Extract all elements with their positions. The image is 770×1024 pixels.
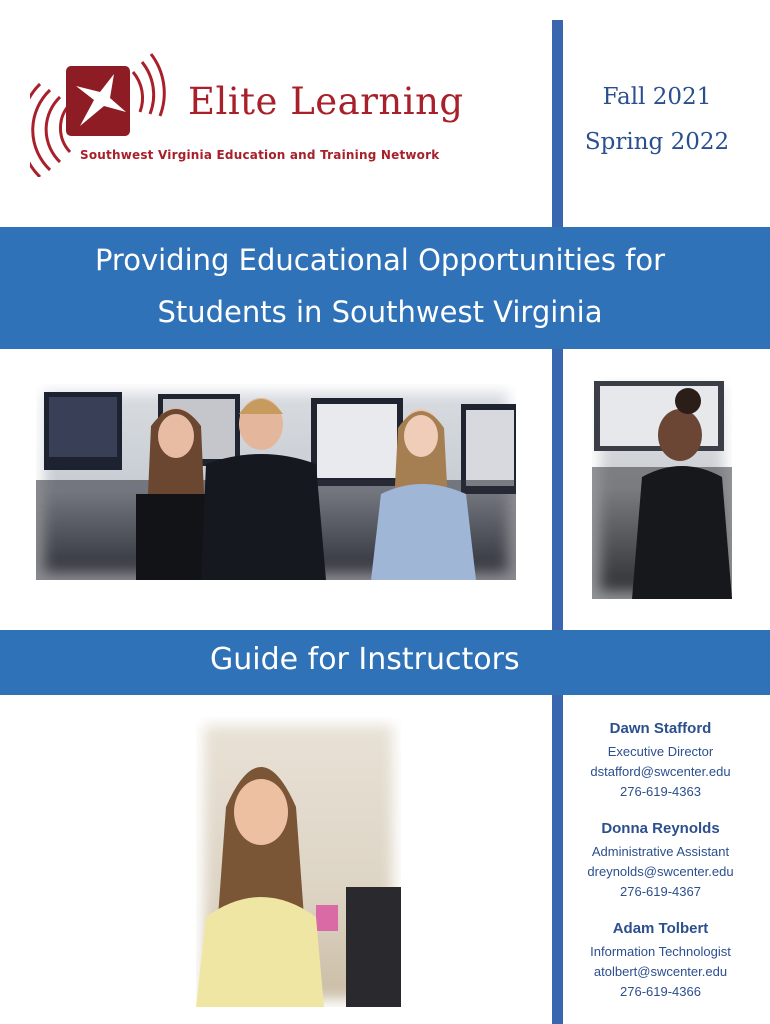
contact-card bbox=[568, 916, 753, 1002]
vertical-divider bbox=[552, 20, 563, 1024]
contact-email[interactable]: dstafford@swcenter.edu bbox=[590, 764, 731, 779]
term-fall: Fall 2021 bbox=[602, 84, 712, 110]
logo-title: Elite Learning bbox=[188, 80, 464, 123]
logo-subtitle: Southwest Virginia Education and Training Network bbox=[80, 148, 440, 162]
contact-role: Executive Director bbox=[607, 744, 714, 759]
contact-name: Adam Tolbert bbox=[612, 920, 709, 937]
photo-student-at-computer bbox=[592, 377, 732, 599]
contact-email[interactable]: dreynolds@swcenter.edu bbox=[587, 864, 734, 879]
headline-banner bbox=[0, 227, 770, 349]
photo-students-at-computers bbox=[36, 384, 516, 580]
terms bbox=[572, 75, 742, 165]
contact-list bbox=[568, 716, 753, 1016]
headline-line-1: Providing Educational Opportunities for bbox=[94, 243, 666, 277]
contact-card bbox=[568, 716, 753, 802]
contact-phone: 276-619-4366 bbox=[620, 984, 701, 999]
contact-role: Administrative Assistant bbox=[591, 844, 730, 859]
contact-email[interactable]: atolbert@swcenter.edu bbox=[593, 964, 728, 979]
guide-title: Guide for Instructors bbox=[210, 642, 520, 677]
headline-line-2: Students in Southwest Virginia bbox=[157, 295, 603, 329]
contact-phone: 276-619-4367 bbox=[620, 884, 701, 899]
photo-student-portrait bbox=[196, 717, 401, 1007]
contact-role: Information Technologist bbox=[590, 944, 731, 959]
contact-phone: 276-619-4363 bbox=[620, 784, 701, 799]
term-spring: Spring 2022 bbox=[584, 129, 730, 155]
contact-name: Donna Reynolds bbox=[601, 820, 720, 837]
contact-card bbox=[568, 816, 753, 902]
contact-name: Dawn Stafford bbox=[609, 720, 712, 737]
guide-banner bbox=[0, 630, 770, 695]
